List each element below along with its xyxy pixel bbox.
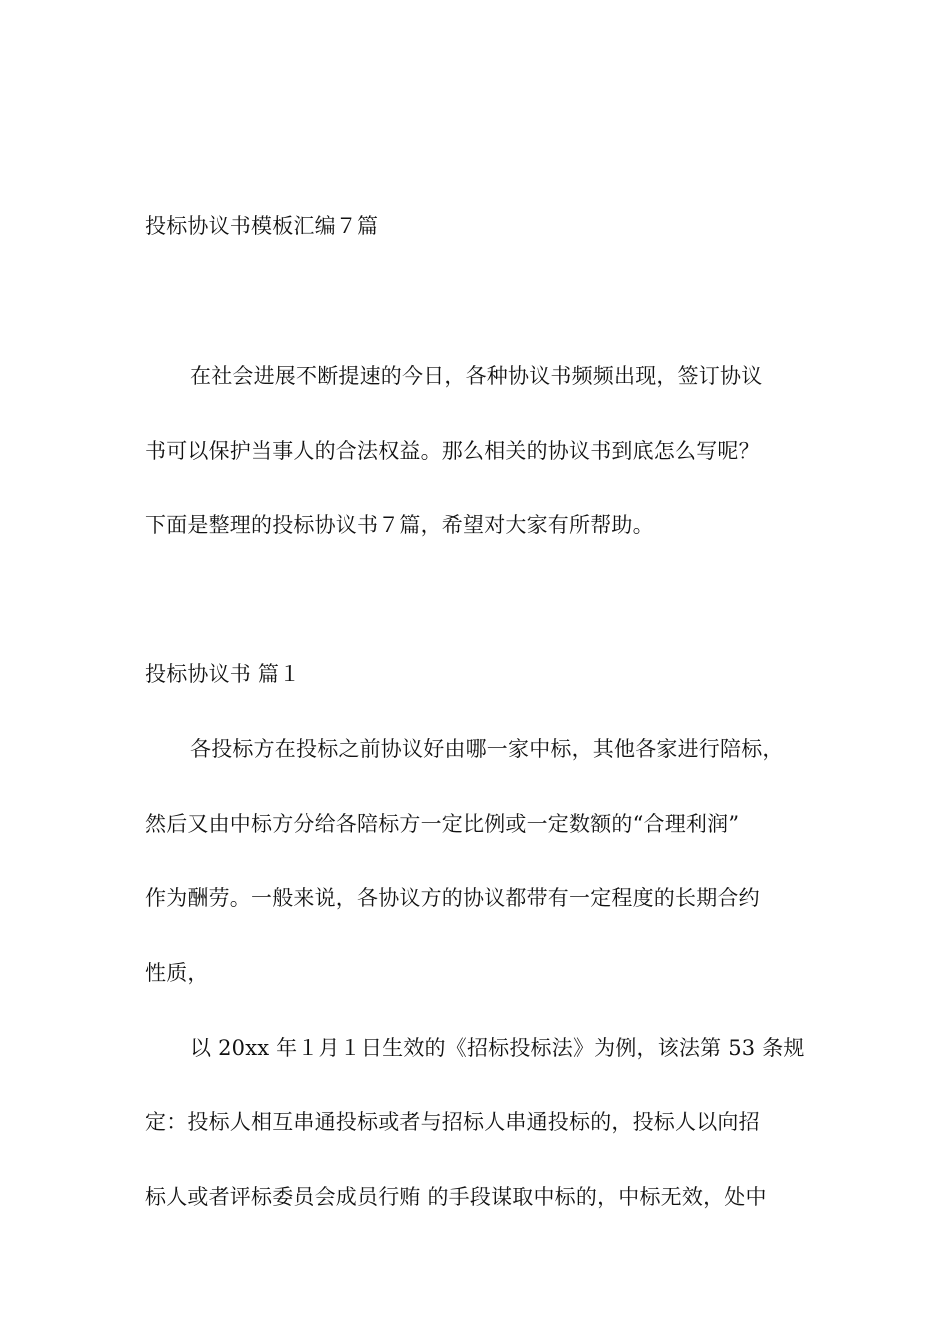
para1-line-1: 各投标方在投标之前协议好由哪一家中标，其他各家进行陪标， (190, 737, 784, 761)
section-heading: 投标协议书 篇１ (145, 662, 301, 686)
para1-line-3: 作为酬劳。一般来说，各协议方的协议都带有一定程度的长期合约 (145, 886, 760, 910)
para2-line-3: 标人或者评标委员会成员行贿 的手段谋取中标的，中标无效，处中 (145, 1185, 767, 1209)
intro-line-2: 书可以保护当事人的合法权益。那么相关的协议书到底怎么写呢？ (145, 439, 760, 463)
para2-line-2: 定：投标人相互串通投标或者与招标人串通投标的，投标人以向招 (145, 1110, 760, 1134)
document-title: 投标协议书模板汇编７篇 (145, 214, 379, 238)
para1-line-4: 性质， (145, 961, 209, 985)
para1-line-2: 然后又由中标方分给各陪标方一定比例或一定数额的“合理利润” (145, 812, 740, 836)
intro-line-3: 下面是整理的投标协议书７篇，希望对大家有所帮助。 (145, 513, 654, 537)
para2-line-1: 以 20xx 年１月１日生效的《招标投标法》为例，该法第 53 条规 (190, 1036, 805, 1060)
intro-line-1: 在社会进展不断提速的今日，各种协议书频频出现，签订协议 (190, 364, 763, 388)
